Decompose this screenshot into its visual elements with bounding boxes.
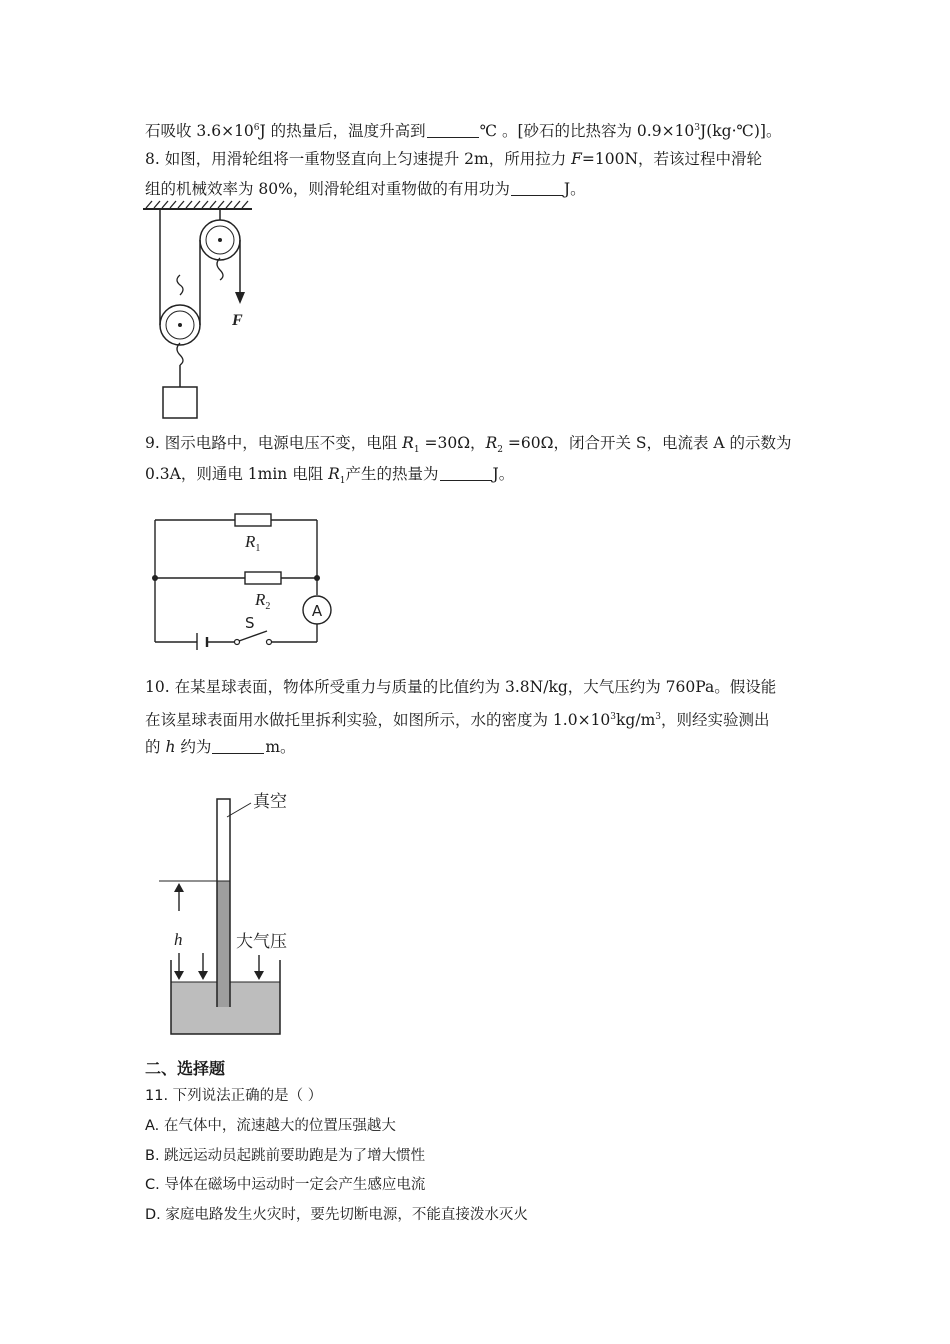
r2-label: $R_2$ <box>255 590 271 612</box>
ammeter <box>303 596 331 624</box>
q8-line-1: 8. 如图，用滑轮组将一重物竖直向上匀速提升 2m，所用拉力 F=100N，若该过程中滑轮 <box>145 150 763 168</box>
torricelli-diagram <box>155 785 310 1040</box>
force-label: F <box>232 312 243 329</box>
arrow-down-icon <box>254 955 264 980</box>
arrow-down-icon <box>235 292 245 304</box>
moving-pulley <box>160 275 200 387</box>
q8-line-2: 组的机械效率为 80%，则滑轮组对重物做的有用功为 J。 <box>145 180 586 198</box>
q9-line-2: 0.3A，则通电 1min 电阻 $R_1$产生的热量为 J。 <box>145 465 515 487</box>
q11-stem: 11. 下列说法正确的是（ ） <box>145 1088 323 1104</box>
q10-line-1: 10. 在某星球表面，物体所受重力与质量的比值约为 3.8N/kg，大气压约为 760Pa。假设能 <box>145 678 777 696</box>
option-b: B. 跳远运动员起跳前要助跑是为了增大惯性 <box>145 1148 426 1164</box>
circuit-diagram <box>145 505 335 650</box>
svg-text:A: A <box>311 602 323 620</box>
option-d: D. 家庭电路发生火灾时，要先切断电源，不能直接泼水灭火 <box>145 1207 528 1223</box>
glass-tube <box>217 799 230 1007</box>
answer-blank <box>212 739 264 754</box>
q7-line: 石吸收 $3.6\times 10^6J$ 的热量后，温度升高到 ℃ 。[砂石的比热容为 $0.9\times 10^3J(kg\cdot℃)$]。 <box>145 122 782 141</box>
arrow-down-icon <box>198 953 208 980</box>
option-c: C. 导体在磁场中运动时一定会产生感应电流 <box>145 1177 426 1193</box>
answer-blank <box>511 181 563 196</box>
arrow-up-icon <box>174 883 184 911</box>
q10-line-2: 在该星球表面用水做托里拆利实验，如图所示，水的密度为 $1.0\times 10^3kg/m^3$，则经实验测出 <box>145 711 770 730</box>
answer-blank <box>440 466 492 481</box>
ceiling-hatch <box>143 201 252 209</box>
junction-dot <box>152 575 158 581</box>
rope <box>160 209 240 325</box>
arrow-down-icon <box>174 953 184 980</box>
option-a: A. 在气体中，流速越大的位置压强越大 <box>145 1118 396 1134</box>
resistor-r1 <box>235 514 271 526</box>
h-label: h <box>174 930 183 949</box>
q10-line-3: 的 h 约为 m。 <box>145 738 296 756</box>
fixed-pulley <box>200 209 240 280</box>
r1-label: $R_1$ <box>245 532 261 554</box>
pulley-diagram <box>140 200 270 425</box>
vacuum-label: 真空 <box>253 792 287 812</box>
battery-icon <box>197 633 207 650</box>
switch-icon <box>235 631 272 645</box>
atmospheric-pressure-label: 大气压 <box>236 932 287 952</box>
q9-line-1: 9. 图示电路中，电源电压不变，电阻 $R_1 =30\Omega$，$R_2 =60\Omega$，闭合开关 S，电流表 A 的示数为 <box>145 434 792 456</box>
weight-block <box>163 387 197 418</box>
switch-label: S <box>245 614 255 632</box>
resistor-r2 <box>245 572 281 584</box>
circuit-wires <box>155 520 317 642</box>
answer-blank <box>427 123 479 138</box>
junction-dot <box>314 575 320 581</box>
section-title: 二、选择题 <box>145 1059 226 1078</box>
